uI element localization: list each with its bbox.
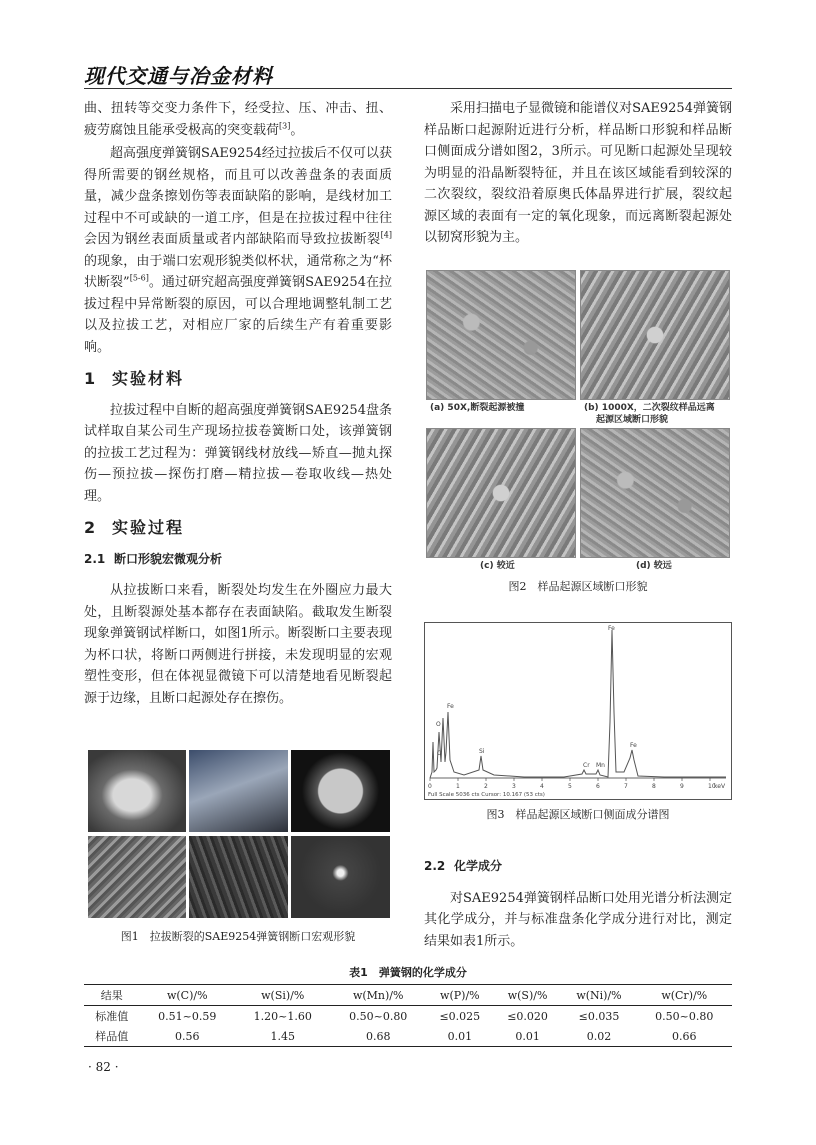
x-tick-label: 7 <box>624 783 628 790</box>
section-heading-1: 1 实验材料 <box>84 369 185 388</box>
left-column <box>84 98 392 709</box>
sem-label-a: (a) 50X,断裂起源被撞 <box>430 403 525 413</box>
fracture-photo <box>189 750 288 832</box>
table-header-cell: w(S)/% <box>494 985 562 1006</box>
sem-label-c: (c) 较近 <box>480 561 515 571</box>
table-row <box>84 1026 732 1047</box>
paragraph: 曲、扭转等交变力条件下，经受拉、压、冲击、扭、疲劳腐蚀且能承受极高的突变载荷[3]。 <box>84 101 392 138</box>
peak-label: Mn <box>596 762 605 769</box>
table-cell: 0.01 <box>426 1026 494 1047</box>
peak-label: Cr <box>583 762 590 769</box>
table-cell: 0.50~0.80 <box>655 1009 714 1023</box>
sem-image-b <box>580 270 730 400</box>
paragraph: 从拉拔断口来看，断裂处均发生在外圈应力最大处，且断裂源处基本都存在表面缺陷。截取发生断裂现象弹簧钢试样断口，如图1所示。断裂断口主要表现为杯口状，将断口两侧进行拼接，未发现明显的宏观塑性变形，但在体视显微镜下可以清楚地看见断裂起源于边缘，且断口起源处存在擦伤。 <box>84 583 392 706</box>
fracture-photo <box>189 836 288 918</box>
fracture-photo <box>291 750 390 832</box>
spectrum-footer: Full Scale 5036 cts Cursor: 10.167 (53 cts) <box>428 792 545 798</box>
sem-label-b: (b) 1000X，二次裂纹样品远离 起源区域断口形貌 <box>584 403 715 425</box>
table-cell: ≤0.035 <box>578 1009 620 1023</box>
table-header-cell: w(C)/% <box>140 985 235 1006</box>
table-cell: 1.45 <box>235 1026 330 1047</box>
right-column-bottom <box>424 848 732 952</box>
table-header-row <box>84 985 732 1006</box>
peak-label: Si <box>479 748 485 755</box>
table-1-caption: 表1 弹簧钢的化学成分 <box>349 966 467 979</box>
table-cell: 0.01 <box>494 1026 562 1047</box>
table-cell: 0.56 <box>140 1026 235 1047</box>
x-tick-label: 5 <box>568 783 572 790</box>
table-cell: 0.66 <box>636 1026 732 1047</box>
sem-image-c <box>426 428 576 558</box>
table-header-cell: w(Ni)/% <box>561 985 636 1006</box>
table-header-cell: w(Cr)/% <box>636 985 732 1006</box>
paragraph: 拉拔过程中自断的超高强度弹簧钢SAE9254盘条试样取自某公司生产现场拉拔卷簧断口处，该弹簧钢的拉拔工艺过程为：弹簧钢线材放线—矫直—抛丸探伤—预拉拔—探伤打磨—精拉拔—卷取收线—热处理。 <box>84 402 392 504</box>
table-header-cell: w(Mn)/% <box>330 985 425 1006</box>
table-cell: 0.50~0.80 <box>349 1009 408 1023</box>
fracture-photo <box>88 750 186 832</box>
peak-label: Fe <box>608 625 615 632</box>
peak-label: Fe <box>630 742 637 749</box>
spectrum-unit: keV <box>714 783 726 790</box>
subsection-heading-2-1: 2.1 断口形貌宏微观分析 <box>84 551 223 566</box>
table-cell: 样品值 <box>84 1026 140 1047</box>
figure-1-caption: 图1 拉拔断裂的SAE9254弹簧钢断口宏观形貌 <box>120 930 356 943</box>
x-tick-label: 6 <box>596 783 600 790</box>
x-tick-label: 8 <box>652 783 656 790</box>
table-header-cell: 结果 <box>84 985 140 1006</box>
paragraph: 超高强度弹簧钢SAE9254经过拉拔后不仅可以获得所需要的钢丝规格，而且可以改善盘条的表面质量，减少盘条擦划伤等表面缺陷的影响，是线材加工过程中不可或缺的一道工序，但是在拉拔过程中往往会因为钢丝表面质量或者内部缺陷而导致拉拔断裂[4]的现象，由于端口宏观形貌类似杯状，通常称之为“杯状断裂”[5-6]。通过研究超高强度弹簧钢SAE9254在拉拔过程中异常断裂的原因，可以合理地调整轧制工艺以及拉拔工艺，对相应厂家的后续生产有着重要影响。 <box>84 146 392 355</box>
figure-2-caption: 图2 样品起源区域断口形貌 <box>508 580 648 593</box>
fracture-photo <box>291 836 390 918</box>
sem-label-d: (d) 较远 <box>636 561 672 571</box>
figure-3-caption: 图3 样品起源区域断口侧面成分谱图 <box>486 808 670 821</box>
x-tick-label: 0 <box>428 783 432 790</box>
table-cell: 0.02 <box>561 1026 636 1047</box>
right-column-top <box>424 98 732 249</box>
header-rule <box>84 88 732 89</box>
table-cell: 1.20~1.60 <box>253 1009 312 1023</box>
sem-image-d <box>580 428 730 558</box>
table-cell: ≤0.020 <box>507 1009 548 1023</box>
table-cell: 标准值 <box>95 1010 129 1023</box>
x-tick-label: 9 <box>680 783 684 790</box>
paragraph: 对SAE9254弹簧钢样品断口处用光谱分析法测定其化学成分，并与标准盘条化学成分进行对比，测定结果如表1所示。 <box>424 890 732 949</box>
paragraph: 采用扫描电子显微镜和能谱仪对SAE9254弹簧钢样品断口起源附近进行分析，样品断口形貌和样品断口侧面成分谱如图2，3所示。可见断口起源处呈现较为明显的沿晶断裂特征，并且在该区域能看到较深的二次裂纹，裂纹沿着原奥氏体晶界进行扩展，裂纹起源区域的表面有一定的氧化现象，而远离断裂起源处以韧窝形貌为主。 <box>424 101 732 245</box>
table-row <box>84 1006 732 1027</box>
x-tick-label: 2 <box>484 783 488 790</box>
page-number: · 82 · <box>88 1060 119 1074</box>
table-cell: 0.68 <box>330 1026 425 1047</box>
x-tick-label: 10 <box>708 783 716 790</box>
peak-label: O <box>436 721 441 728</box>
fracture-photo <box>88 836 186 918</box>
journal-logo: 现代交通与冶金材料 <box>84 64 273 88</box>
peak-label: Fe <box>447 703 454 710</box>
peak-label: C <box>437 750 442 757</box>
x-tick-label: 4 <box>540 783 544 790</box>
table-cell: ≤0.025 <box>439 1009 481 1023</box>
x-tick-label: 1 <box>456 783 460 790</box>
section-heading-2: 2 实验过程 <box>84 518 185 537</box>
sem-image-a <box>426 270 576 400</box>
table-header-cell: w(Si)/% <box>235 985 330 1006</box>
figure-3-spectrum <box>424 622 732 800</box>
table-cell: 0.51~0.59 <box>158 1009 217 1023</box>
table-1 <box>84 984 732 1047</box>
table-header-cell: w(P)/% <box>426 985 494 1006</box>
subsection-heading-2-2: 2.2 化学成分 <box>424 859 503 873</box>
x-tick-label: 3 <box>512 783 516 790</box>
